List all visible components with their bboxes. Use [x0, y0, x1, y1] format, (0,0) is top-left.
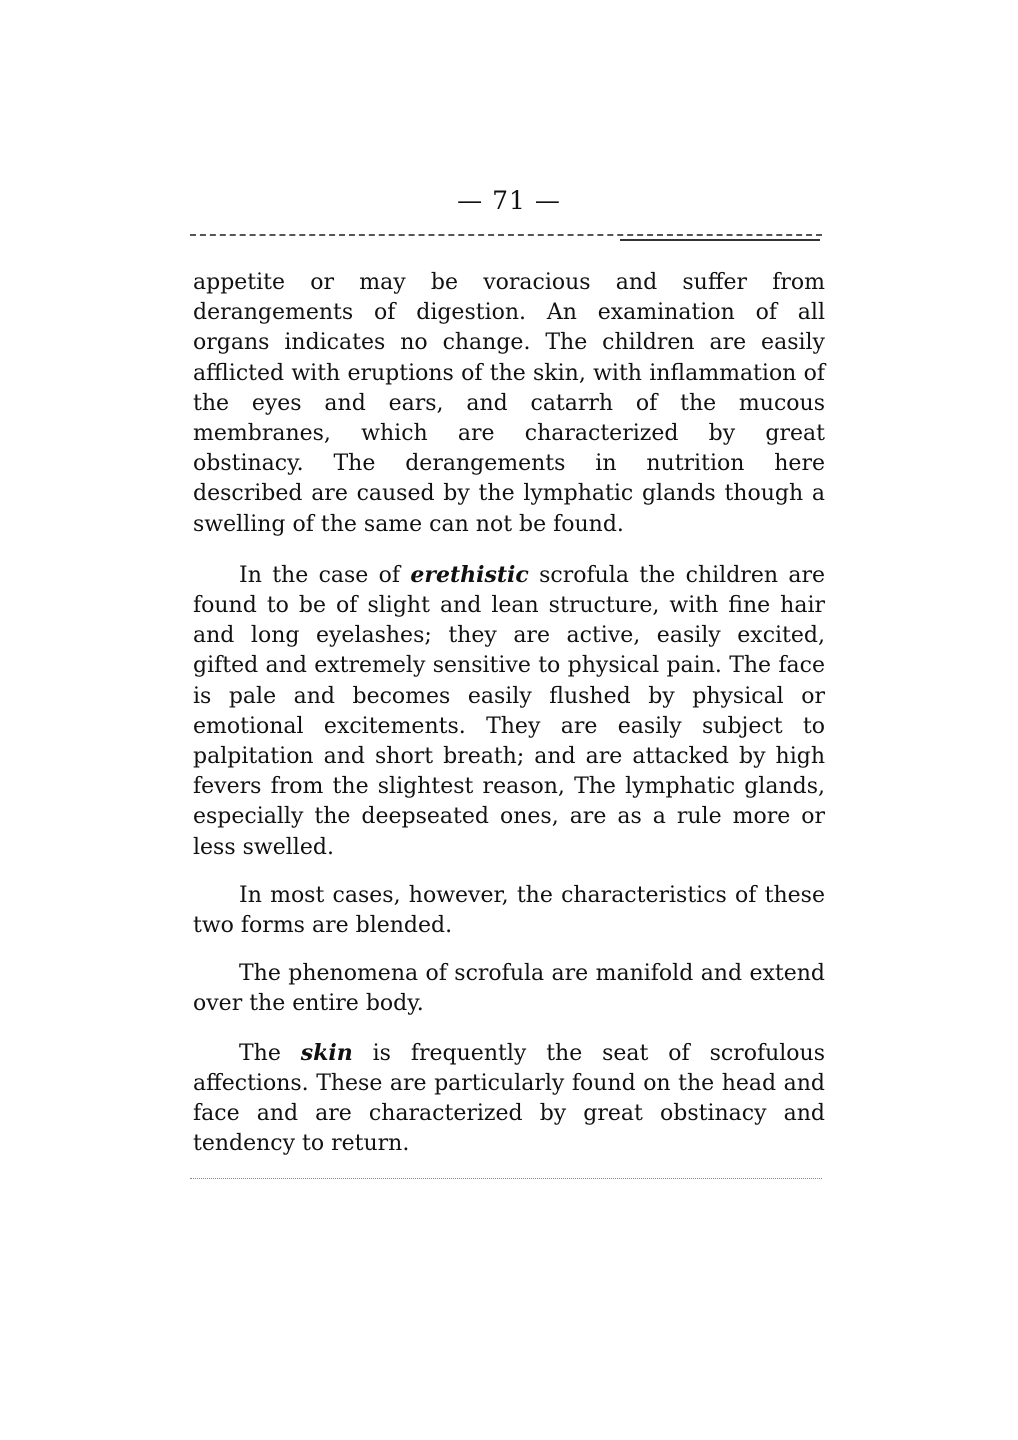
page-number: — 71 —: [457, 186, 561, 215]
term-skin: skin: [300, 1039, 353, 1066]
header-rule: [190, 234, 822, 236]
term-erethistic: erethistic: [410, 561, 529, 588]
paragraph-continuation: appetite or may be voracious and suffer from derangements of digestion. An examination of all organs indicates no change. The children are easily afflicted with eruptions of the skin, with inflammation of the eyes and ears, and catarrh of the mucous membranes, which are characterized by great obstinacy. The derangements in nutrition here described are caused by the lymphatic glands though a swelling of the same can not be found.: [193, 270, 825, 537]
paragraph-skin-after: is frequently the seat of scrofulous affections. These are particularly found on the head and face and are characterized by great obstinacy and tendency to return.: [193, 1040, 825, 1157]
paragraph-erethistic-after: scrofula the children are found to be of slight and lean structure, with fine hair and long eyelashes; they are active, easily excited, gifted and extremely sensitive to physical pain. The face is pale and becomes easily flushed by physical or emotional excitements. They are easily subject to palpitation and short breath; and are attacked by high fevers from the slightest reason, The lymphatic glands, especially the deepseated ones, are as a rule more or less swelled.: [193, 562, 825, 860]
paragraph-erethistic-before: In the case of: [239, 562, 411, 588]
paragraph-skin-before: The: [239, 1040, 301, 1066]
body-text: [193, 268, 825, 1177]
paragraph-erethistic: [193, 560, 825, 863]
paragraph-phenomena: The phenomena of scrofula are manifold and extend over the entire body.: [193, 961, 825, 1017]
paragraph-blended: In most cases, however, the characteristics of these two forms are blended.: [193, 882, 825, 939]
header-rule-underline: [620, 239, 820, 241]
paragraph-skin: [193, 1038, 825, 1160]
footer-scan-marks: [190, 1178, 822, 1189]
